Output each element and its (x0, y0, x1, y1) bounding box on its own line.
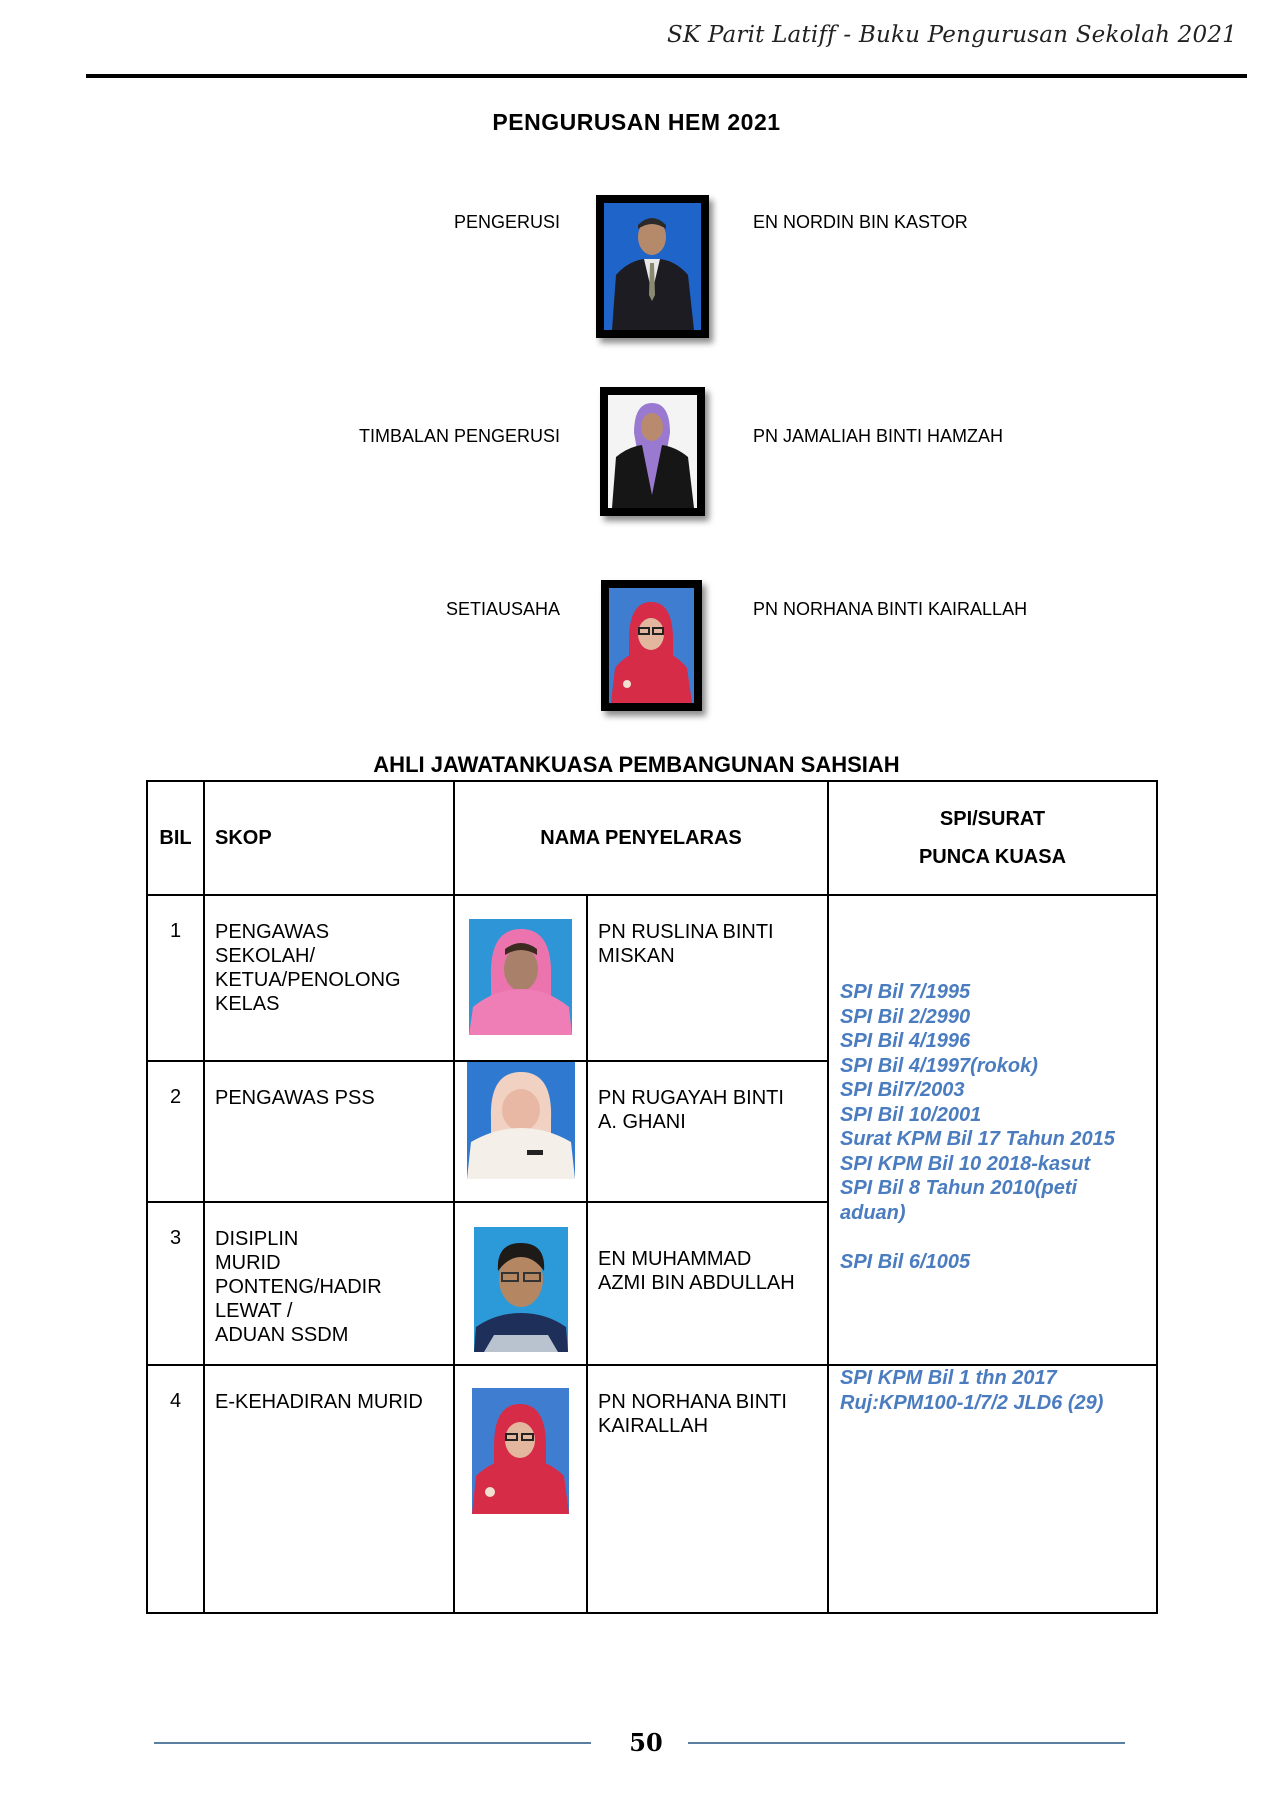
row-skop (204, 895, 454, 1061)
officer-name-secretary: PN NORHANA BINTI KAIRALLAH (753, 599, 1028, 619)
spi-item: SPI KPM Bil 10 2018-kasut (840, 1152, 1091, 1175)
page-number: 50 (629, 1728, 663, 1757)
name-line: KAIRALLAH (598, 1415, 709, 1437)
officer-photo-chairman (596, 195, 709, 338)
row-skop (204, 1061, 454, 1202)
spi-item: SPI KPM Bil 1 thn 2017 (840, 1367, 1057, 1389)
skop-line: PENGAWAS (215, 921, 330, 943)
header-spi-line2: PUNCA KUASA (918, 846, 1067, 868)
officer-role-secretary: SETIAUSAHA (445, 599, 560, 619)
name-line: MISKAN (598, 945, 675, 967)
table-header-row (147, 781, 1157, 895)
committee-table (146, 780, 1158, 1614)
name-line: EN MUHAMMAD (598, 1248, 752, 1270)
officer-name-deputy-chairman: PN JAMALIAH BINTI HAMZAH (753, 426, 1004, 446)
header-rule (86, 74, 1247, 78)
skop-line: KELAS (215, 993, 280, 1015)
row-bil: 2 (147, 1061, 204, 1202)
table-row (147, 1365, 1157, 1613)
spi-item: Ruj:KPM100-1/7/2 JLD6 (29) (840, 1391, 1104, 1414)
spi-item: SPI Bil 4/1997(rokok) (840, 1054, 1038, 1077)
skop-line: DISIPLIN (215, 1228, 299, 1250)
table-row (147, 895, 1157, 1061)
row-coordinator-name (587, 1202, 828, 1365)
header-skop: SKOP (204, 781, 454, 895)
officer-role-chairman: PENGERUSI (453, 212, 560, 232)
spi-item: aduan) (840, 1201, 906, 1224)
row-coordinator-name (587, 1061, 828, 1202)
skop-line: PONTENG/HADIR (215, 1276, 382, 1298)
spi-item: SPI Bil 4/1996 (840, 1030, 971, 1052)
row-coordinator-name (587, 1365, 828, 1613)
row-photo-cell (454, 895, 587, 1061)
page-title: PENGURUSAN HEM 2021 (492, 109, 781, 135)
spi-spacer (840, 1225, 1150, 1250)
header-bil: BIL (147, 781, 204, 895)
officer-photo-secretary (601, 580, 702, 711)
header-spi (828, 781, 1157, 895)
footer-rule-left (154, 1742, 591, 1744)
skop-line: ADUAN SSDM (215, 1324, 349, 1346)
header-nama-penyelaras: NAMA PENYELARAS (454, 781, 828, 895)
row-skop (204, 1365, 454, 1613)
spi-item: SPI Bil 2/2990 (840, 1005, 971, 1028)
skop-line: MURID (215, 1252, 281, 1274)
spi-item: SPI Bil 8 Tahun 2010(peti (840, 1177, 1078, 1199)
footer-rule-right (688, 1742, 1125, 1744)
spi-item: SPI Bil 6/1005 (840, 1250, 971, 1273)
coordinator-photo (467, 1062, 575, 1179)
spi-reference-cell (828, 895, 1157, 1365)
spi-item: SPI Bil 7/1995 (840, 981, 971, 1003)
running-header: SK Parit Latiff - Buku Pengurusan Sekolah 2021 (666, 22, 1237, 48)
skop-line: SEKOLAH/ (215, 945, 316, 967)
coordinator-photo (472, 1388, 569, 1514)
officer-name-chairman: EN NORDIN BIN KASTOR (753, 212, 968, 232)
name-line: A. GHANI (598, 1111, 686, 1133)
name-line: PN RUSLINA BINTI (598, 921, 774, 943)
row-coordinator-name (587, 895, 828, 1061)
officer-role-deputy-chairman: TIMBALAN PENGERUSI (358, 426, 560, 446)
name-line: PN RUGAYAH BINTI (598, 1087, 784, 1109)
row-bil: 4 (147, 1365, 204, 1613)
name-line: PN NORHANA BINTI (598, 1391, 787, 1413)
committee-title: AHLI JAWATANKUASA PEMBANGUNAN SAHSIAH (373, 752, 900, 777)
skop-line: KETUA/PENOLONG (215, 969, 401, 991)
row-photo-cell (454, 1202, 587, 1365)
row-bil: 3 (147, 1202, 204, 1365)
name-line: AZMI BIN ABDULLAH (598, 1272, 795, 1294)
spi-reference-cell (828, 1365, 1157, 1613)
skop-line: E-KEHADIRAN MURID (215, 1391, 423, 1413)
row-photo-cell (454, 1365, 587, 1613)
skop-line: LEWAT / (215, 1300, 293, 1322)
coordinator-photo (474, 1227, 568, 1352)
header-spi-line1: SPI/SURAT (939, 808, 1046, 830)
row-photo-cell (454, 1061, 587, 1202)
skop-line: PENGAWAS PSS (215, 1087, 375, 1109)
spi-item: SPI Bil7/2003 (840, 1079, 965, 1101)
row-bil: 1 (147, 895, 204, 1061)
spi-item: SPI Bil 10/2001 (840, 1103, 982, 1126)
row-skop (204, 1202, 454, 1365)
spi-item: Surat KPM Bil 17 Tahun 2015 (840, 1128, 1115, 1150)
coordinator-photo (469, 919, 572, 1035)
officer-photo-deputy-chairman (600, 387, 705, 516)
